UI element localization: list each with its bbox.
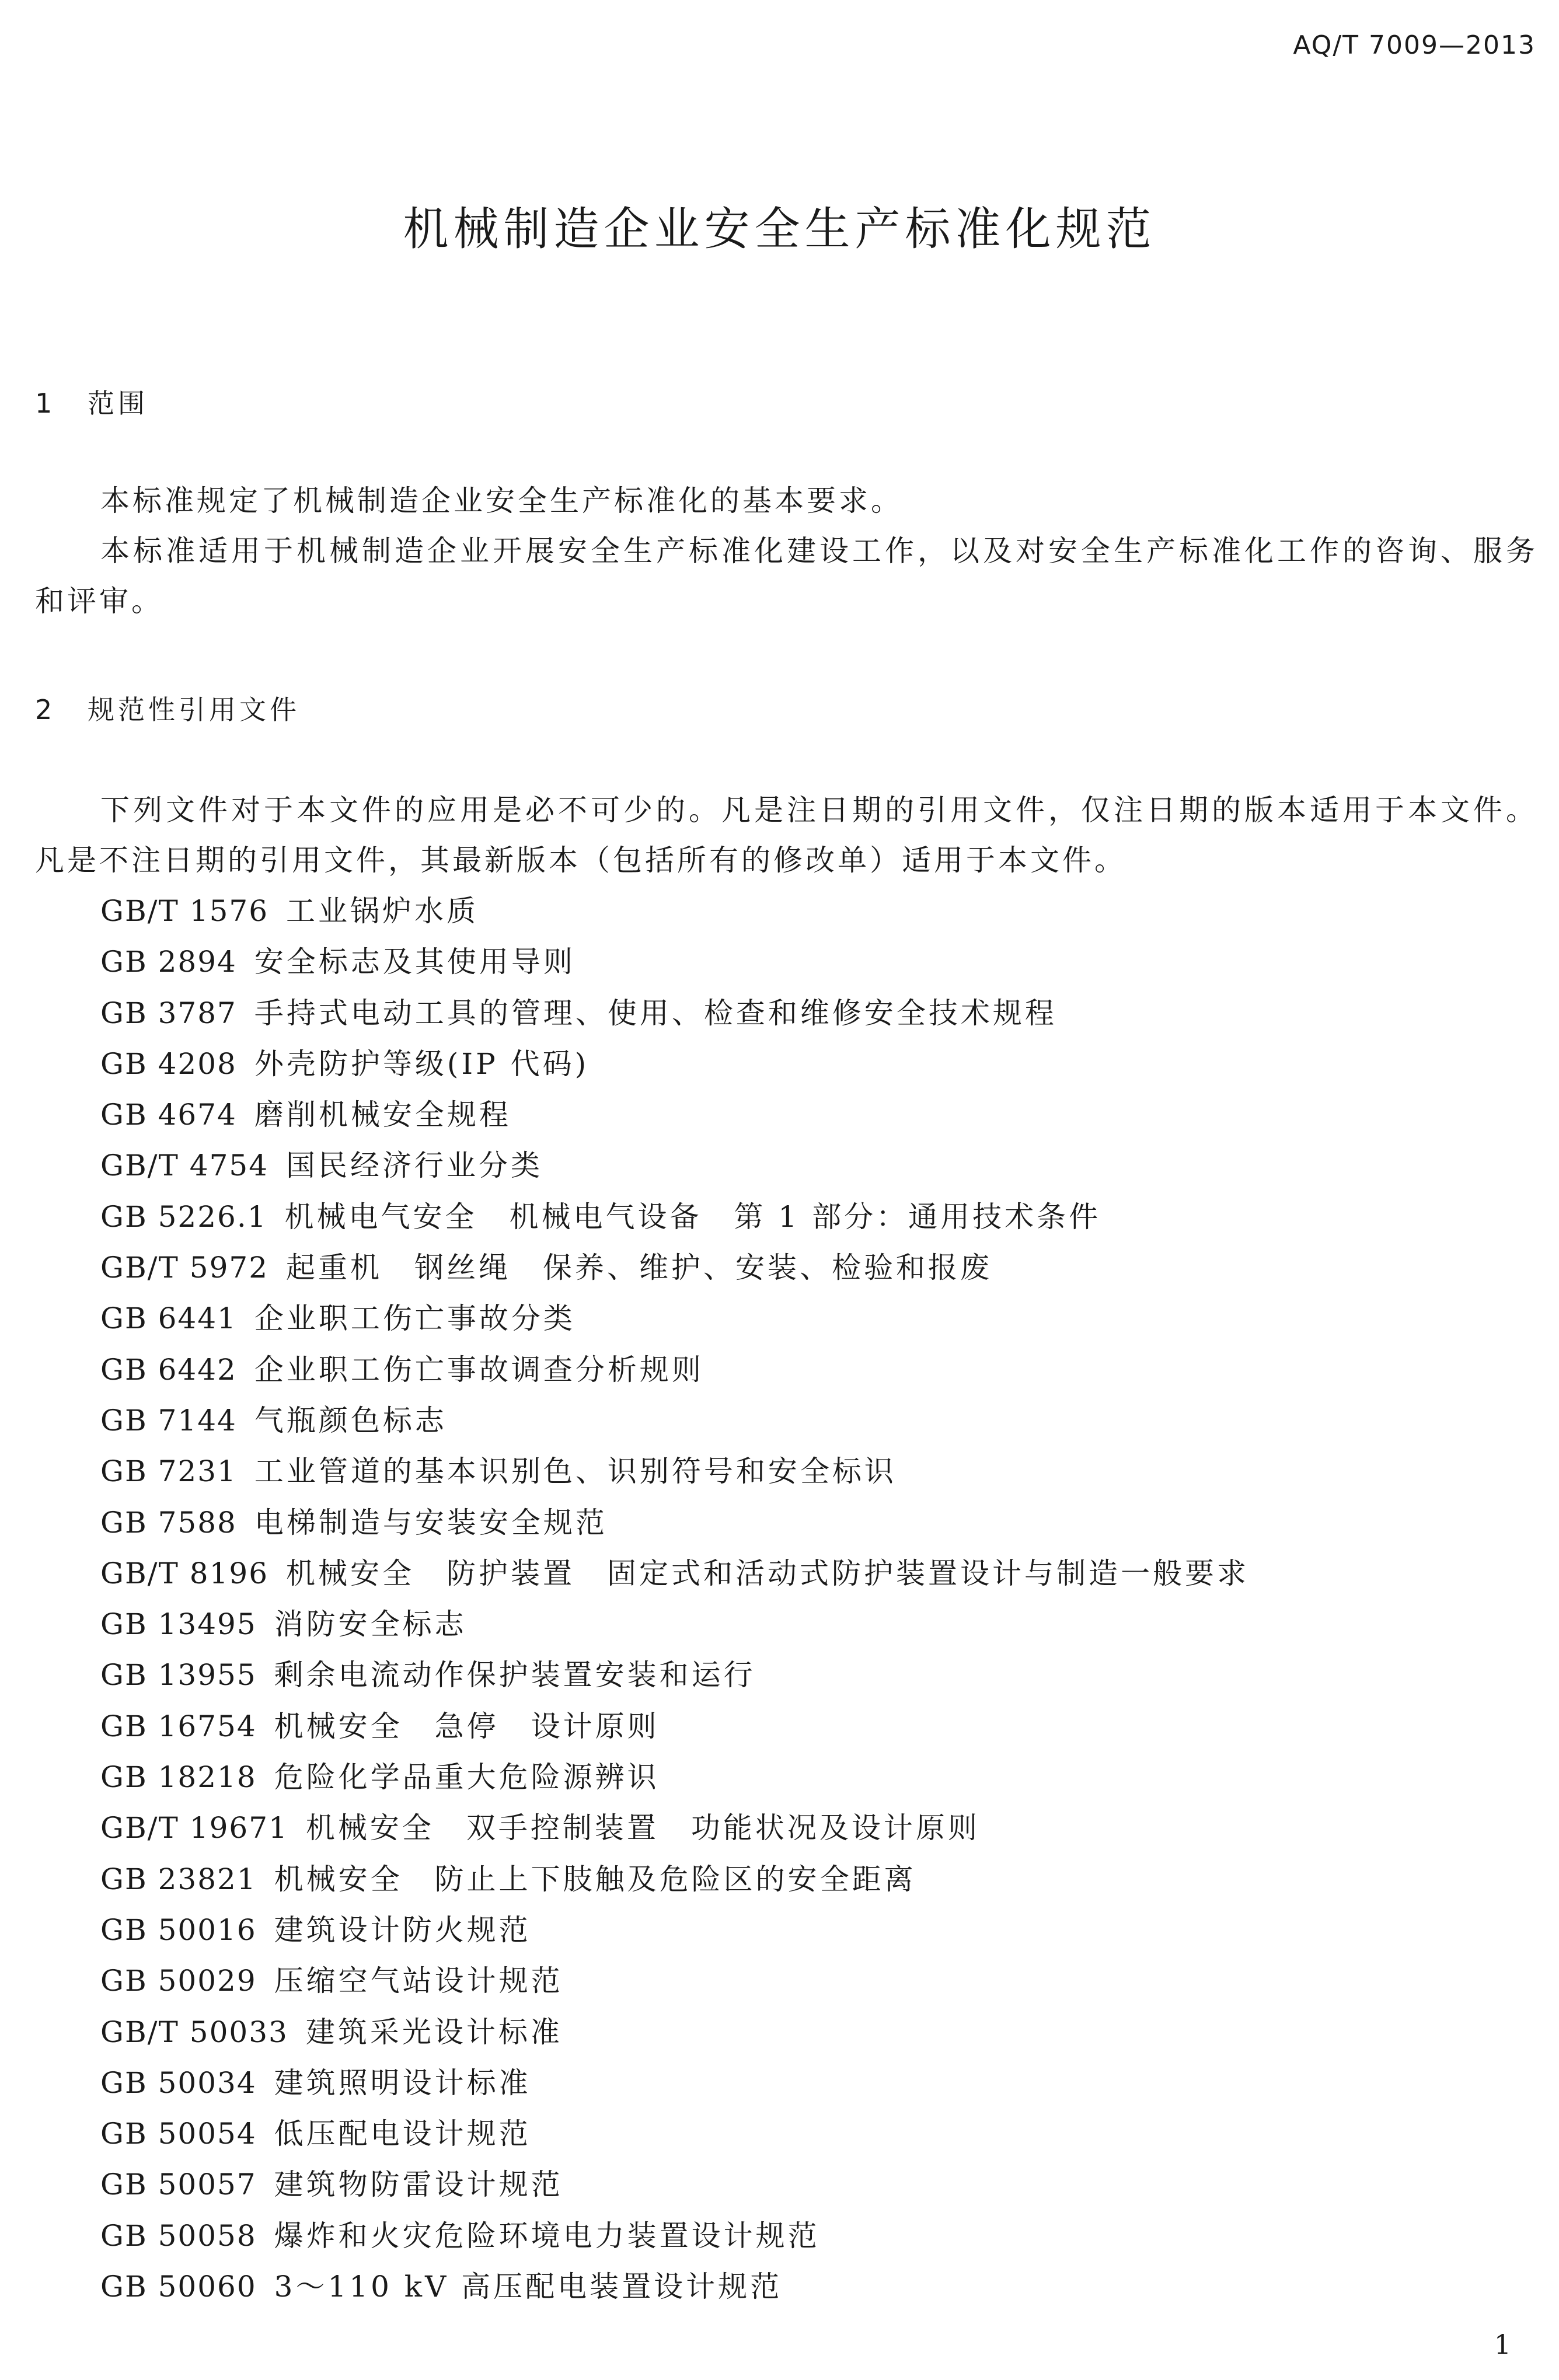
reference-title: 消防安全标志 xyxy=(274,1607,467,1642)
reference-code: GB 7588 xyxy=(100,1505,237,1540)
reference-item xyxy=(100,2211,1249,2262)
section-title: 规范性引用文件 xyxy=(88,694,300,725)
reference-list xyxy=(100,886,1249,2312)
reference-title: 机械安全 双手控制装置 功能状况及设计原则 xyxy=(305,1811,980,1845)
reference-item xyxy=(100,1293,1249,1344)
document-title: 机械制造企业安全生产标准化规范 xyxy=(403,203,1156,256)
reference-code: GB 18218 xyxy=(100,1760,257,1795)
reference-code: GB 50057 xyxy=(100,2168,257,2202)
reference-title: 建筑照明设计标准 xyxy=(274,2065,531,2100)
reference-title: 低压配电设计规范 xyxy=(274,2117,531,2151)
reference-item xyxy=(100,1446,1249,1497)
reference-code: GB 50054 xyxy=(100,2117,257,2151)
reference-item xyxy=(100,988,1249,1039)
reference-code: GB 50034 xyxy=(100,2065,257,2100)
reference-code: GB/T 19671 xyxy=(100,1811,288,1845)
reference-code: GB 3787 xyxy=(100,996,237,1030)
reference-code: GB 23821 xyxy=(100,1862,257,1896)
reference-title: 危险化学品重大危险源辨识 xyxy=(274,1760,660,1795)
reference-title: 压缩空气站设计规范 xyxy=(274,1964,563,1998)
reference-item xyxy=(100,1090,1249,1140)
reference-item xyxy=(100,1039,1249,1090)
reference-code: GB/T 50033 xyxy=(100,2015,288,2049)
reference-title: 国民经济行业分类 xyxy=(286,1149,543,1183)
reference-title: 机械安全 急停 设计原则 xyxy=(274,1709,660,1743)
reference-code: GB 50058 xyxy=(100,2218,257,2253)
reference-item xyxy=(100,937,1249,987)
reference-code: GB 7231 xyxy=(100,1454,237,1489)
reference-title: 建筑物防雷设计规范 xyxy=(274,2168,563,2202)
reference-item xyxy=(100,1803,1249,1854)
reference-item xyxy=(100,2007,1249,2058)
reference-item xyxy=(100,1140,1249,1191)
reference-code: GB 50029 xyxy=(100,1964,257,1998)
reference-code: GB 6442 xyxy=(100,1352,237,1387)
section-number: 2 xyxy=(35,694,56,725)
scope-paragraph-1: 本标准规定了机械制造企业安全生产标准化的基本要求。 xyxy=(100,484,903,518)
reference-item xyxy=(100,1752,1249,1803)
reference-title: 企业职工伤亡事故分类 xyxy=(254,1301,576,1336)
reference-title: 建筑设计防火规范 xyxy=(274,1913,531,1947)
reference-title: 磨削机械安全规程 xyxy=(254,1098,511,1132)
page-number: 1 xyxy=(1494,2329,1511,2360)
reference-title: 气瓶颜色标志 xyxy=(254,1403,447,1437)
reference-code: GB 2894 xyxy=(100,945,237,979)
reference-item xyxy=(100,1498,1249,1548)
reference-item xyxy=(100,2109,1249,2159)
reference-code: GB 7144 xyxy=(100,1403,237,1437)
reference-item xyxy=(100,1243,1249,1293)
section-1-heading xyxy=(35,382,148,421)
reference-item xyxy=(100,1345,1249,1395)
scope-paragraph-2: 本标准适用于机械制造企业开展安全生产标准化建设工作，以及对安全生产标准化工作的咨询、服务和评审。 xyxy=(35,534,1538,618)
reference-code: GB/T 1576 xyxy=(100,894,269,928)
reference-code: GB 4208 xyxy=(100,1046,237,1081)
reference-title: 机械电气安全 机械电气设备 第 1 部分：通用技术条件 xyxy=(284,1199,1101,1234)
reference-code: GB 6441 xyxy=(100,1301,237,1336)
reference-item xyxy=(100,2262,1249,2312)
reference-item xyxy=(100,1599,1249,1650)
reference-code: GB 13495 xyxy=(100,1607,257,1642)
reference-code: GB 50016 xyxy=(100,1913,257,1947)
standard-code: AQ/T 7009—2013 xyxy=(1293,30,1536,60)
reference-code: GB 5226.1 xyxy=(100,1199,267,1234)
reference-title: 机械安全 防止上下肢触及危险区的安全距离 xyxy=(274,1862,916,1896)
reference-item xyxy=(100,1701,1249,1752)
section-number: 1 xyxy=(35,388,56,419)
reference-title: 企业职工伤亡事故调查分析规则 xyxy=(254,1352,704,1387)
reference-title: 工业管道的基本识别色、识别符号和安全标识 xyxy=(254,1454,897,1489)
reference-item xyxy=(100,1905,1249,1956)
reference-item xyxy=(100,1956,1249,2006)
reference-item xyxy=(100,2058,1249,2109)
reference-item xyxy=(100,1395,1249,1446)
reference-item xyxy=(100,2159,1249,2210)
reference-title: 工业锅炉水质 xyxy=(286,894,479,928)
reference-code: GB 4674 xyxy=(100,1098,237,1132)
reference-item xyxy=(100,1548,1249,1599)
reference-code: GB 50060 xyxy=(100,2270,257,2304)
reference-item xyxy=(100,886,1249,937)
reference-title: 外壳防护等级(IP 代码) xyxy=(254,1046,590,1081)
reference-title: 安全标志及其使用导则 xyxy=(254,945,576,979)
reference-title: 3～110 kV 高压配电装置设计规范 xyxy=(274,2270,783,2304)
reference-code: GB 16754 xyxy=(100,1709,257,1743)
reference-code: GB 13955 xyxy=(100,1658,257,1692)
section-title: 范围 xyxy=(88,388,148,419)
reference-title: 机械安全 防护装置 固定式和活动式防护装置设计与制造一般要求 xyxy=(286,1556,1250,1590)
reference-code: GB/T 8196 xyxy=(100,1556,269,1590)
reference-title: 电梯制造与安装安全规范 xyxy=(254,1505,608,1540)
reference-item xyxy=(100,1854,1249,1905)
section-2-heading xyxy=(35,689,300,727)
normative-intro-paragraph: 下列文件对于本文件的应用是必不可少的。凡是注日期的引用文件，仅注日期的版本适用于本文件。凡是不注日期的引用文件，其最新版本（包括所有的修改单）适用于本文件。 xyxy=(35,793,1538,877)
reference-title: 起重机 钢丝绳 保养、维护、安装、检验和报废 xyxy=(286,1251,993,1285)
reference-title: 建筑采光设计标准 xyxy=(305,2015,563,2049)
reference-title: 手持式电动工具的管理、使用、检查和维修安全技术规程 xyxy=(254,996,1057,1030)
reference-code: GB/T 5972 xyxy=(100,1251,269,1285)
reference-item xyxy=(100,1650,1249,1701)
reference-title: 爆炸和火灾危险环境电力装置设计规范 xyxy=(274,2218,820,2253)
reference-title: 剩余电流动作保护装置安装和运行 xyxy=(274,1658,756,1692)
reference-item xyxy=(100,1192,1249,1243)
reference-code: GB/T 4754 xyxy=(100,1149,269,1183)
